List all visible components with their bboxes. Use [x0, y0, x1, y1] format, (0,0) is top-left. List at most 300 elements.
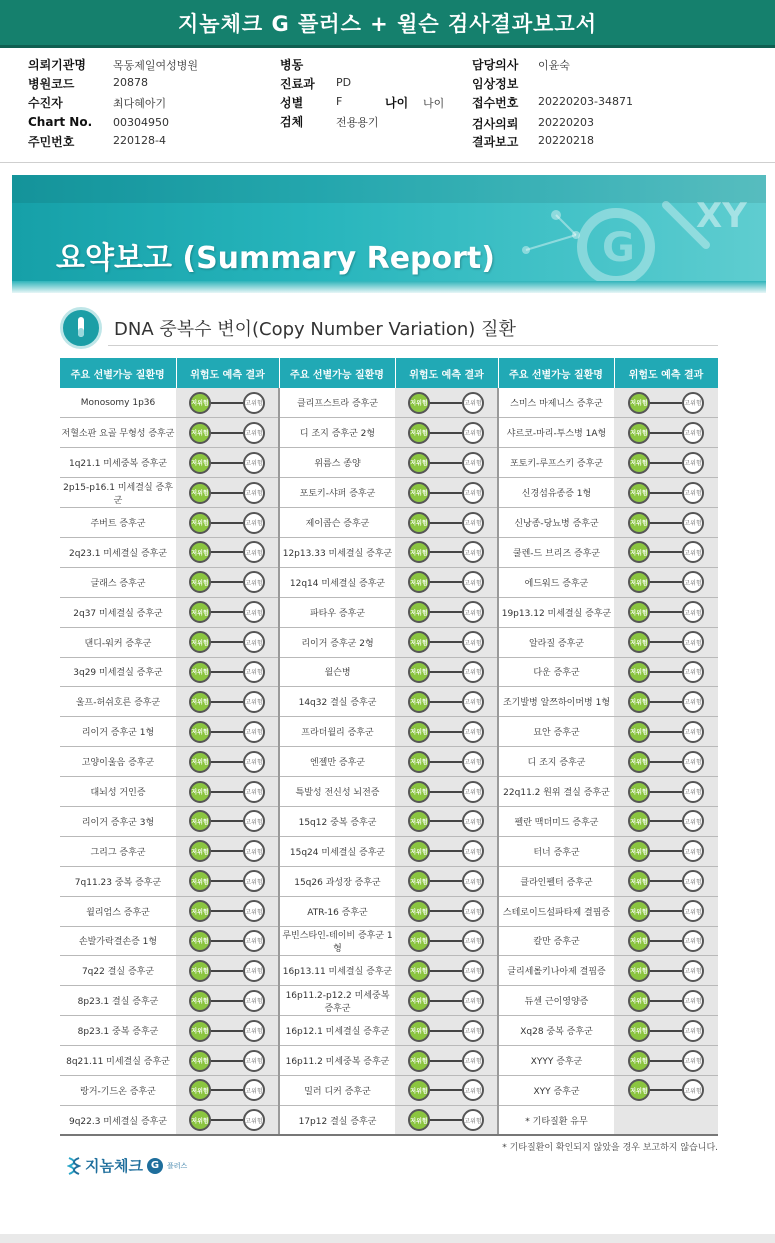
- risk-toggle: [628, 990, 704, 1012]
- table-header-row: [60, 358, 718, 388]
- risk-toggle: [189, 960, 265, 982]
- toggle-track: [430, 671, 462, 673]
- toggle-track: [430, 611, 462, 613]
- risk-toggle: [408, 870, 484, 892]
- hospital-code-value: 20878: [113, 76, 148, 89]
- risk-result-cell: [176, 508, 279, 538]
- risk-toggle: [408, 691, 484, 713]
- dept-label: 진료과: [280, 77, 315, 91]
- toggle-track: [650, 1000, 682, 1002]
- risk-toggle: [408, 631, 484, 653]
- toggle-track: [430, 761, 462, 763]
- high-risk-indicator: 고위험: [682, 960, 704, 982]
- disease-name-cell: 리이거 증후군 1형: [60, 717, 176, 747]
- risk-toggle: [408, 541, 484, 563]
- risk-toggle: [408, 781, 484, 803]
- risk-result-cell: [176, 388, 279, 418]
- toggle-track: [650, 432, 682, 434]
- low-risk-indicator: 저위험: [189, 452, 211, 474]
- risk-toggle: [189, 571, 265, 593]
- risk-toggle: [628, 810, 704, 832]
- high-risk-indicator: 고위험: [243, 1020, 265, 1042]
- banner-title: 요약보고 (Summary Report): [56, 241, 495, 276]
- risk-result-cell: [614, 866, 718, 896]
- low-risk-indicator: 저위험: [408, 392, 430, 414]
- col-disease-header: 주요 선별가능 질환명: [60, 358, 176, 388]
- table-row: [60, 986, 718, 1016]
- toggle-track: [650, 402, 682, 404]
- disease-name-cell: 파타우 증후군: [279, 597, 395, 627]
- section-underline: [108, 345, 718, 346]
- risk-toggle: [408, 930, 484, 952]
- col-disease-header: 주요 선별가능 질환명: [498, 358, 614, 388]
- disease-name-cell: 손발가락결손증 1형: [60, 926, 176, 956]
- risk-toggle: [408, 840, 484, 862]
- risk-result-cell: [395, 747, 498, 777]
- high-risk-indicator: 고위험: [462, 930, 484, 952]
- disease-name-cell: 16p11.2-p12.2 미세중복 증후군: [279, 986, 395, 1016]
- low-risk-indicator: 저위험: [628, 482, 650, 504]
- disease-name-cell: 특발성 전신성 뇌전증: [279, 777, 395, 807]
- toggle-track: [211, 522, 243, 524]
- high-risk-indicator: 고위험: [462, 840, 484, 862]
- risk-result-cell: [395, 896, 498, 926]
- toggle-track: [650, 880, 682, 882]
- high-risk-indicator: 고위험: [682, 541, 704, 563]
- logo-plus: 플러스: [166, 1161, 188, 1170]
- toggle-track: [430, 731, 462, 733]
- chart-value: 00304950: [113, 116, 169, 129]
- risk-toggle: [628, 751, 704, 773]
- risk-result-cell: [176, 478, 279, 508]
- low-risk-indicator: 저위험: [408, 781, 430, 803]
- low-risk-indicator: 저위험: [628, 960, 650, 982]
- high-risk-indicator: 고위험: [682, 482, 704, 504]
- table-row: [60, 448, 718, 478]
- risk-result-cell: [176, 537, 279, 567]
- risk-toggle: [628, 541, 704, 563]
- high-risk-indicator: 고위험: [243, 1109, 265, 1131]
- disease-name-cell: 스테로이드설파타제 결핍증: [498, 896, 614, 926]
- toggle-track: [650, 671, 682, 673]
- disease-name-cell: 19p13.12 미세결실 증후군: [498, 597, 614, 627]
- table-row: [60, 627, 718, 657]
- high-risk-indicator: 고위험: [682, 691, 704, 713]
- low-risk-indicator: 저위험: [408, 1109, 430, 1131]
- toggle-track: [430, 880, 462, 882]
- low-risk-indicator: 저위험: [408, 1079, 430, 1101]
- toggle-track: [650, 641, 682, 643]
- risk-result-cell: [395, 388, 498, 418]
- disease-name-cell: 9q22.3 미세결실 증후군: [60, 1105, 176, 1135]
- toggle-track: [650, 970, 682, 972]
- toggle-track: [650, 462, 682, 464]
- risk-result-cell: [395, 836, 498, 866]
- risk-toggle: [189, 781, 265, 803]
- risk-result-cell: [395, 777, 498, 807]
- high-risk-indicator: 고위험: [462, 452, 484, 474]
- summary-banner: [12, 175, 766, 293]
- report-label: 결과보고: [472, 135, 519, 149]
- toggle-track: [650, 820, 682, 822]
- risk-result-cell: [395, 806, 498, 836]
- specimen-value: 전용용기: [336, 116, 379, 129]
- risk-result-cell: [176, 896, 279, 926]
- disease-name-cell: 디 조지 증후군: [498, 747, 614, 777]
- risk-result-cell: [614, 448, 718, 478]
- toggle-track: [650, 492, 682, 494]
- disease-name-cell: 조기발병 알쯔하이머병 1형: [498, 687, 614, 717]
- doctor-value: 이윤숙: [538, 59, 570, 72]
- low-risk-indicator: 저위험: [628, 422, 650, 444]
- table-row: [60, 717, 718, 747]
- disease-name-cell: 16p13.11 미세결실 증후군: [279, 956, 395, 986]
- risk-result-cell: [176, 627, 279, 657]
- toggle-track: [211, 551, 243, 553]
- high-risk-indicator: 고위험: [462, 422, 484, 444]
- low-risk-indicator: 저위험: [628, 661, 650, 683]
- toggle-track: [211, 671, 243, 673]
- high-risk-indicator: 고위험: [462, 1109, 484, 1131]
- disease-name-cell: 쿨렌-드 브리즈 증후군: [498, 537, 614, 567]
- risk-toggle: [628, 571, 704, 593]
- disease-name-cell: 16p12.1 미세결실 증후군: [279, 1016, 395, 1046]
- high-risk-indicator: 고위험: [682, 661, 704, 683]
- high-risk-indicator: 고위험: [462, 1020, 484, 1042]
- high-risk-indicator: 고위험: [243, 452, 265, 474]
- toggle-track: [650, 940, 682, 942]
- low-risk-indicator: 저위험: [628, 601, 650, 623]
- risk-result-cell: [614, 926, 718, 956]
- toggle-track: [650, 791, 682, 793]
- high-risk-indicator: 고위험: [243, 900, 265, 922]
- table-row: [60, 418, 718, 448]
- risk-result-cell: [614, 597, 718, 627]
- risk-toggle: [189, 900, 265, 922]
- risk-result-cell: [395, 926, 498, 956]
- high-risk-indicator: 고위험: [682, 870, 704, 892]
- table-row: [60, 956, 718, 986]
- logo-g-icon: G: [147, 1158, 163, 1174]
- disease-name-cell: 12p13.33 미세결실 증후군: [279, 537, 395, 567]
- chart-label: Chart No.: [28, 115, 93, 129]
- table-row: [60, 866, 718, 896]
- risk-result-cell: [176, 1105, 279, 1135]
- toggle-track: [650, 522, 682, 524]
- toggle-track: [430, 1060, 462, 1062]
- risk-result-cell: [395, 986, 498, 1016]
- disease-name-cell: 윌슨병: [279, 657, 395, 687]
- toggle-track: [650, 910, 682, 912]
- toggle-track: [430, 820, 462, 822]
- table-row: [60, 567, 718, 597]
- genomecheck-logo: [67, 1155, 187, 1176]
- disease-name-cell: 묘안 증후군: [498, 717, 614, 747]
- low-risk-indicator: 저위험: [189, 541, 211, 563]
- disease-name-cell: 7q22 결실 증후군: [60, 956, 176, 986]
- toggle-track: [211, 432, 243, 434]
- table-row: [60, 537, 718, 567]
- risk-result-cell: [395, 866, 498, 896]
- dna-helix-icon: [67, 1156, 81, 1176]
- risk-toggle: [628, 781, 704, 803]
- low-risk-indicator: 저위험: [189, 781, 211, 803]
- risk-toggle: [408, 1109, 484, 1131]
- toggle-track: [211, 791, 243, 793]
- risk-result-cell: [176, 926, 279, 956]
- low-risk-indicator: 저위험: [189, 930, 211, 952]
- disease-name-cell: 신낭종-당뇨병 증후군: [498, 508, 614, 538]
- toggle-track: [211, 850, 243, 852]
- high-risk-indicator: 고위험: [682, 452, 704, 474]
- svg-text:XY: XY: [696, 196, 747, 236]
- low-risk-indicator: 저위험: [628, 990, 650, 1012]
- specimen-label: 검체: [280, 115, 304, 129]
- risk-result-cell: [395, 627, 498, 657]
- risk-toggle: [408, 601, 484, 623]
- low-risk-indicator: 저위험: [408, 900, 430, 922]
- risk-toggle: [628, 452, 704, 474]
- request-value: 20220203: [538, 116, 594, 129]
- risk-toggle: [408, 810, 484, 832]
- risk-toggle: [189, 870, 265, 892]
- high-risk-indicator: 고위험: [243, 631, 265, 653]
- high-risk-indicator: 고위험: [243, 1050, 265, 1072]
- risk-toggle: [189, 1020, 265, 1042]
- low-risk-indicator: 저위험: [408, 631, 430, 653]
- risk-result-cell: [395, 1105, 498, 1135]
- recipient-value: 최다혜아기: [113, 97, 167, 110]
- high-risk-indicator: 고위험: [243, 870, 265, 892]
- disease-name-cell: 리이거 증후군 3형: [60, 806, 176, 836]
- toggle-track: [211, 1030, 243, 1032]
- disease-name-cell: 15q12 중복 증후군: [279, 806, 395, 836]
- risk-result-cell: [176, 1046, 279, 1076]
- table-row: [60, 1075, 718, 1105]
- high-risk-indicator: 고위험: [682, 1050, 704, 1072]
- risk-result-cell: [614, 747, 718, 777]
- low-risk-indicator: 저위험: [628, 751, 650, 773]
- low-risk-indicator: 저위험: [189, 661, 211, 683]
- high-risk-indicator: 고위험: [462, 661, 484, 683]
- low-risk-indicator: 저위험: [189, 810, 211, 832]
- table-row: [60, 777, 718, 807]
- high-risk-indicator: 고위험: [682, 1079, 704, 1101]
- risk-toggle: [189, 1050, 265, 1072]
- low-risk-indicator: 저위험: [408, 751, 430, 773]
- risk-result-cell: [614, 836, 718, 866]
- page-bottom-strip: [0, 1234, 775, 1243]
- low-risk-indicator: 저위험: [189, 900, 211, 922]
- risk-toggle: [189, 721, 265, 743]
- risk-result-cell: [614, 627, 718, 657]
- disease-name-cell: 15q26 과성장 증후군: [279, 866, 395, 896]
- low-risk-indicator: 저위험: [408, 960, 430, 982]
- toggle-track: [430, 701, 462, 703]
- age-value: 나이: [423, 97, 445, 110]
- section-title: DNA 중복수 변이(Copy Number Variation) 질환: [114, 319, 516, 340]
- risk-result-cell: [614, 806, 718, 836]
- table-row: [60, 508, 718, 538]
- low-risk-indicator: 저위험: [628, 512, 650, 534]
- risk-result-cell: [395, 418, 498, 448]
- risk-result-cell: [395, 1046, 498, 1076]
- toggle-track: [211, 1000, 243, 1002]
- toggle-track: [430, 492, 462, 494]
- disease-name-cell: 16p11.2 미세중복 증후군: [279, 1046, 395, 1076]
- toggle-track: [211, 492, 243, 494]
- risk-toggle: [628, 960, 704, 982]
- table-row: [60, 657, 718, 687]
- risk-result-cell: [176, 657, 279, 687]
- risk-result-cell: [614, 418, 718, 448]
- risk-result-cell: [176, 866, 279, 896]
- risk-toggle: [408, 392, 484, 414]
- col-result-header: 위험도 예측 결과: [395, 358, 498, 388]
- institution-value: 목동제일여성병원: [113, 59, 199, 72]
- risk-result-cell: [614, 777, 718, 807]
- institution-label: 의뢰기관명: [28, 58, 86, 72]
- risk-result-cell: [395, 597, 498, 627]
- high-risk-indicator: 고위험: [462, 751, 484, 773]
- table-row: [60, 597, 718, 627]
- risk-result-cell: [395, 956, 498, 986]
- risk-toggle: [408, 661, 484, 683]
- disease-name-cell: 2p15-p16.1 미세결실 증후군: [60, 478, 176, 508]
- logo-text: 지놈체크: [85, 1157, 143, 1175]
- risk-toggle: [408, 900, 484, 922]
- high-risk-indicator: 고위험: [462, 631, 484, 653]
- disease-name-cell: 8p23.1 중복 증후군: [60, 1016, 176, 1046]
- cnv-result-table: [60, 358, 719, 1136]
- accession-label: 접수번호: [472, 96, 519, 110]
- disease-name-cell: 8q21.11 미세결실 증후군: [60, 1046, 176, 1076]
- risk-result-cell: [176, 597, 279, 627]
- risk-result-cell: [395, 717, 498, 747]
- table-row: [60, 687, 718, 717]
- risk-toggle: [628, 870, 704, 892]
- resident-value: 220128-4: [113, 134, 166, 147]
- low-risk-indicator: 저위험: [189, 1109, 211, 1131]
- section-header: [60, 308, 516, 348]
- risk-result-cell: [614, 896, 718, 926]
- dna-decoration-icon: [466, 175, 766, 293]
- disease-name-cell: 그리그 증후군: [60, 836, 176, 866]
- low-risk-indicator: 저위험: [189, 512, 211, 534]
- toggle-track: [650, 1089, 682, 1091]
- disease-name-cell: 듀센 근이영양증: [498, 986, 614, 1016]
- low-risk-indicator: 저위험: [189, 601, 211, 623]
- low-risk-indicator: 저위험: [408, 930, 430, 952]
- low-risk-indicator: 저위험: [628, 452, 650, 474]
- risk-result-cell: [176, 1075, 279, 1105]
- high-risk-indicator: 고위험: [243, 1079, 265, 1101]
- low-risk-indicator: 저위험: [628, 1050, 650, 1072]
- toggle-track: [430, 432, 462, 434]
- toggle-track: [430, 970, 462, 972]
- risk-result-cell: [614, 1046, 718, 1076]
- risk-result-cell: [176, 448, 279, 478]
- risk-result-cell: [176, 986, 279, 1016]
- low-risk-indicator: 저위험: [628, 541, 650, 563]
- disease-name-cell: 엔젤만 증후군: [279, 747, 395, 777]
- high-risk-indicator: 고위험: [682, 601, 704, 623]
- risk-result-cell: [614, 657, 718, 687]
- high-risk-indicator: 고위험: [682, 422, 704, 444]
- risk-toggle: [628, 661, 704, 683]
- disease-name-cell: Monosomy 1p36: [60, 388, 176, 418]
- risk-result-cell: [176, 418, 279, 448]
- risk-result-cell: [176, 836, 279, 866]
- risk-toggle: [189, 631, 265, 653]
- low-risk-indicator: 저위험: [628, 392, 650, 414]
- disease-name-cell: 2q37 미세결실 증후군: [60, 597, 176, 627]
- toggle-track: [211, 641, 243, 643]
- toggle-track: [211, 402, 243, 404]
- risk-toggle: [189, 990, 265, 1012]
- risk-result-cell: [614, 986, 718, 1016]
- high-risk-indicator: 고위험: [243, 691, 265, 713]
- low-risk-indicator: 저위험: [189, 691, 211, 713]
- high-risk-indicator: 고위험: [462, 392, 484, 414]
- disease-name-cell: 울프-허쉬호른 증후군: [60, 687, 176, 717]
- report-title: 지놈체크 G 플러스 + 윌슨 검사결과보고서: [0, 0, 775, 48]
- low-risk-indicator: 저위험: [189, 870, 211, 892]
- high-risk-indicator: 고위험: [462, 1079, 484, 1101]
- risk-toggle: [408, 751, 484, 773]
- risk-result-cell: [395, 1016, 498, 1046]
- risk-toggle: [189, 691, 265, 713]
- high-risk-indicator: 고위험: [682, 631, 704, 653]
- disease-name-cell: 스미스 마제니스 증후군: [498, 388, 614, 418]
- disease-name-cell: 14q32 결실 증후군: [279, 687, 395, 717]
- risk-result-cell: [614, 1016, 718, 1046]
- disease-name-cell: 대뇌성 거인증: [60, 777, 176, 807]
- low-risk-indicator: 저위험: [189, 392, 211, 414]
- risk-result-cell: [614, 687, 718, 717]
- high-risk-indicator: 고위험: [243, 571, 265, 593]
- high-risk-indicator: 고위험: [462, 960, 484, 982]
- toggle-track: [650, 611, 682, 613]
- high-risk-indicator: 고위험: [682, 990, 704, 1012]
- risk-toggle: [628, 930, 704, 952]
- risk-toggle: [189, 840, 265, 862]
- low-risk-indicator: 저위험: [628, 810, 650, 832]
- disease-name-cell: 7q11.23 중복 증후군: [60, 866, 176, 896]
- low-risk-indicator: 저위험: [628, 691, 650, 713]
- disease-name-cell: 윌리엄스 증후군: [60, 896, 176, 926]
- high-risk-indicator: 고위험: [243, 751, 265, 773]
- toggle-track: [650, 761, 682, 763]
- toggle-track: [430, 850, 462, 852]
- high-risk-indicator: 고위험: [462, 721, 484, 743]
- risk-toggle: [189, 452, 265, 474]
- toggle-track: [211, 581, 243, 583]
- toggle-track: [430, 1089, 462, 1091]
- risk-toggle: [628, 1020, 704, 1042]
- risk-result-cell: [395, 687, 498, 717]
- request-label: 검사의뢰: [472, 117, 519, 131]
- low-risk-indicator: 저위험: [628, 631, 650, 653]
- risk-result-cell: [395, 448, 498, 478]
- disease-name-cell: 포토키-루프스키 증후군: [498, 448, 614, 478]
- report-value: 20220218: [538, 134, 594, 147]
- disease-name-cell: 글래스 증후군: [60, 567, 176, 597]
- risk-toggle: [628, 1050, 704, 1072]
- disease-name-cell: 2q23.1 미세결실 증후군: [60, 537, 176, 567]
- toggle-track: [430, 462, 462, 464]
- high-risk-indicator: 고위험: [682, 900, 704, 922]
